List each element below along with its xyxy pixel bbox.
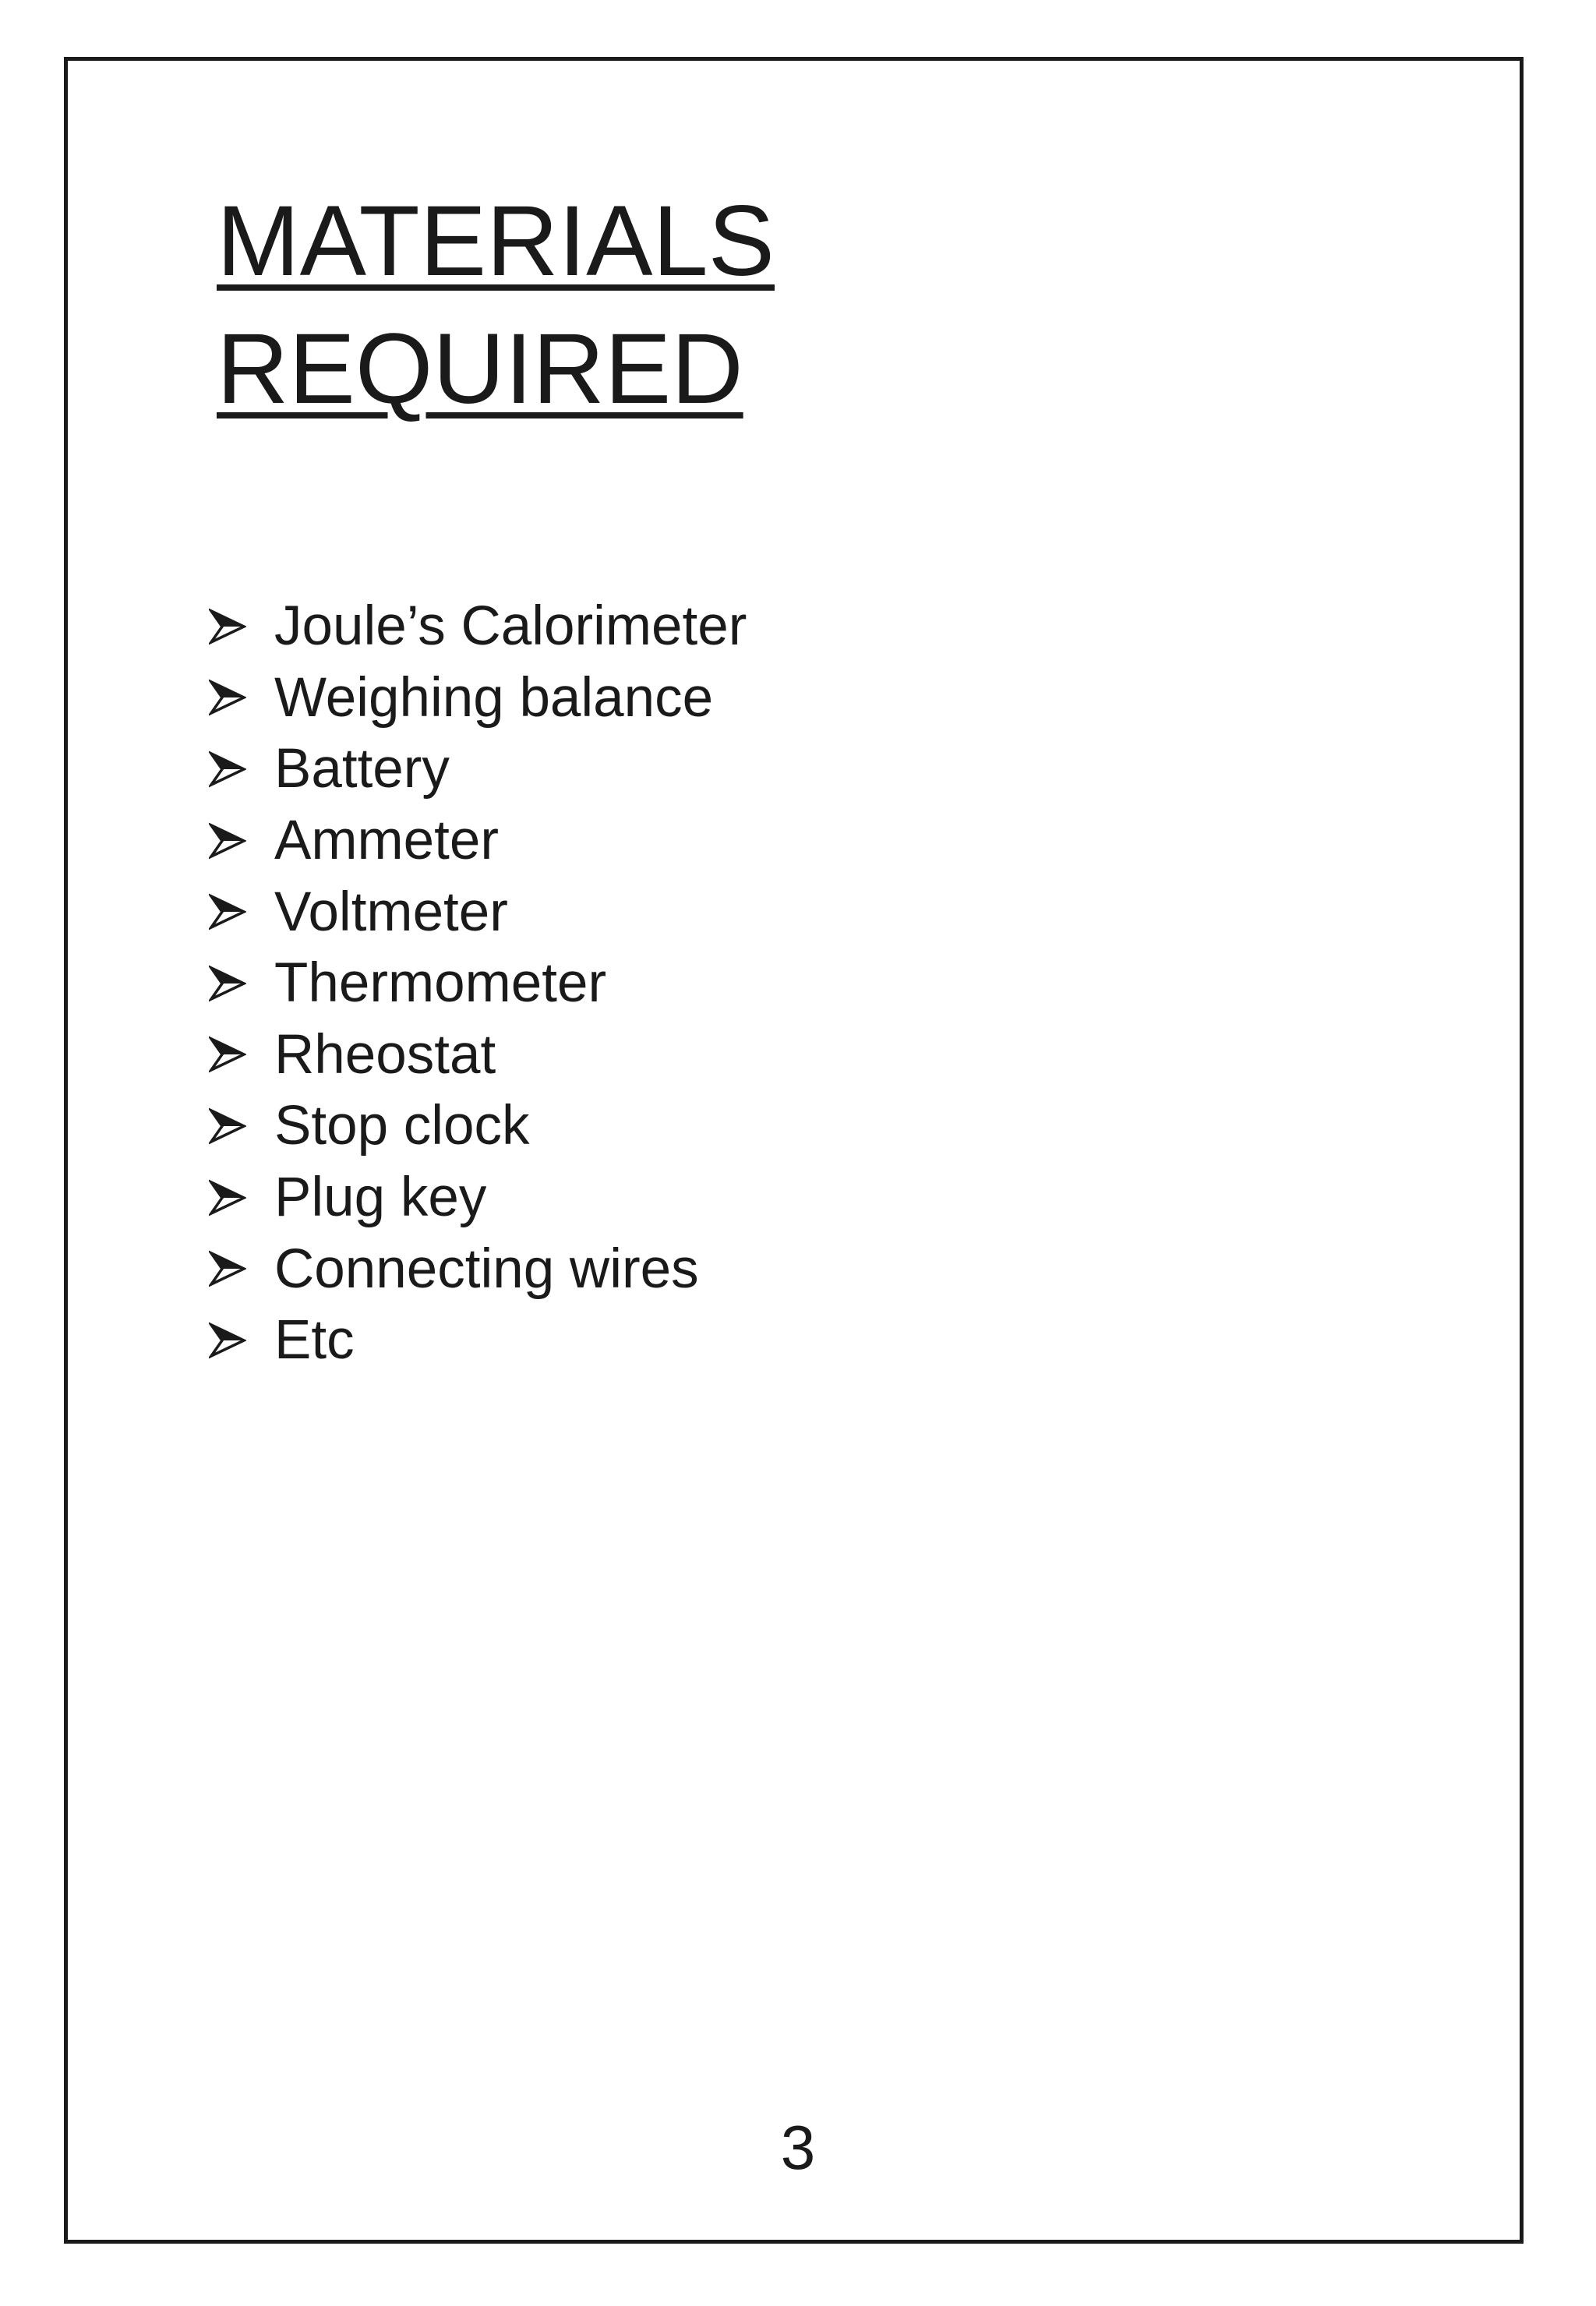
list-item-label: Voltmeter (274, 881, 508, 943)
list-item (209, 662, 747, 734)
arrowhead-bullet-icon (209, 1031, 274, 1078)
arrowhead-bullet-icon (209, 888, 274, 935)
title-line-1: MATERIALS (217, 185, 775, 297)
page-number: 3 (780, 2113, 816, 2182)
list-item-label: Rheostat (274, 1023, 496, 1086)
list-item-label: Etc (274, 1309, 355, 1372)
page-title (217, 178, 775, 433)
arrowhead-bullet-icon (209, 603, 274, 650)
list-item (209, 1162, 747, 1234)
arrowhead-bullet-icon (209, 1174, 274, 1221)
list-item (209, 1233, 747, 1305)
arrowhead-bullet-icon (209, 1103, 274, 1149)
arrowhead-bullet-icon (209, 960, 274, 1007)
list-item (209, 1305, 747, 1376)
arrowhead-bullet-icon (209, 1317, 274, 1364)
arrowhead-bullet-icon (209, 1245, 274, 1292)
arrowhead-bullet-icon (209, 674, 274, 721)
list-item-label: Ammeter (274, 810, 499, 872)
title-line-2: REQUIRED (217, 313, 743, 425)
list-item-label: Weighing balance (274, 666, 714, 729)
list-item (209, 876, 747, 948)
list-item (209, 591, 747, 662)
arrowhead-bullet-icon (209, 746, 274, 793)
arrowhead-bullet-icon (209, 818, 274, 864)
list-item-label: Thermometer (274, 952, 607, 1015)
list-item (209, 1090, 747, 1162)
list-item-label: Stop clock (274, 1095, 530, 1157)
list-item-label: Joule’s Calorimeter (274, 595, 747, 658)
list-item (209, 1019, 747, 1091)
list-item (209, 805, 747, 877)
materials-list (209, 591, 747, 1376)
list-item-label: Battery (274, 738, 450, 800)
list-item (209, 948, 747, 1019)
list-item-label: Plug key (274, 1167, 487, 1229)
list-item-label: Connecting wires (274, 1238, 699, 1300)
list-item (209, 733, 747, 805)
